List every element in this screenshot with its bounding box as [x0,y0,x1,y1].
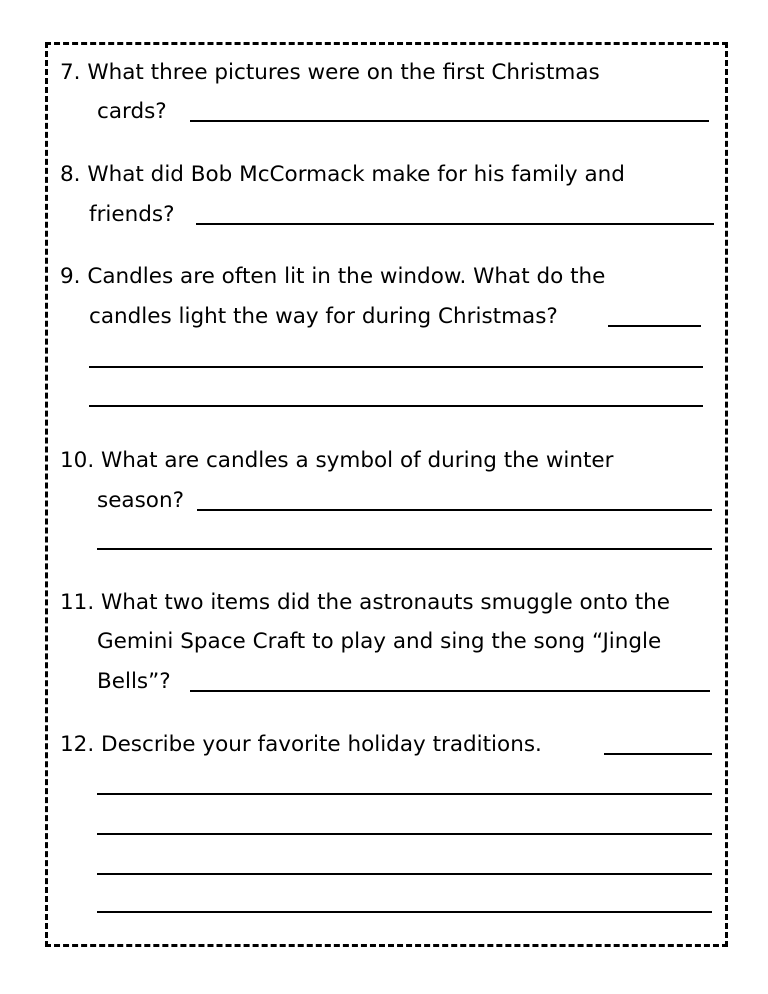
answer-line-q12-3[interactable] [97,833,712,835]
question-8-text: 8. What did Bob McCormack make for his family and [60,162,625,187]
answer-line-q12-4[interactable] [97,873,712,875]
answer-line-q12-2[interactable] [97,793,712,795]
answer-line-q9-2[interactable] [89,366,703,368]
answer-line-q9-3[interactable] [89,405,703,407]
question-11-text: 11. What two items did the astronauts smuggle onto the [60,590,670,615]
answer-line-q11[interactable] [190,690,710,692]
answer-line-q12-1[interactable] [604,753,712,755]
answer-line-q10-2[interactable] [97,548,712,550]
question-10-text: 10. What are candles a symbol of during the winter [60,448,614,473]
question-11-text-continued: Gemini Space Craft to play and sing the song “Jingle [97,629,662,654]
question-7-text: 7. What three pictures were on the first Christmas [60,60,600,85]
question-8-text-continued: friends? [89,202,175,227]
question-9-text-continued: candles light the way for during Christmas? [89,304,558,329]
question-10-text-continued: season? [97,488,184,513]
answer-line-q12-5[interactable] [97,911,712,913]
answer-line-q7[interactable] [190,120,709,122]
answer-line-q9-1[interactable] [608,325,701,327]
answer-line-q8[interactable] [196,223,714,225]
question-12-text: 12. Describe your favorite holiday traditions. [60,732,542,757]
question-7-text-continued: cards? [97,99,167,124]
question-9-text: 9. Candles are often lit in the window. What do the [60,264,606,289]
question-11-text-last: Bells”? [97,669,171,694]
answer-line-q10-1[interactable] [197,509,712,511]
